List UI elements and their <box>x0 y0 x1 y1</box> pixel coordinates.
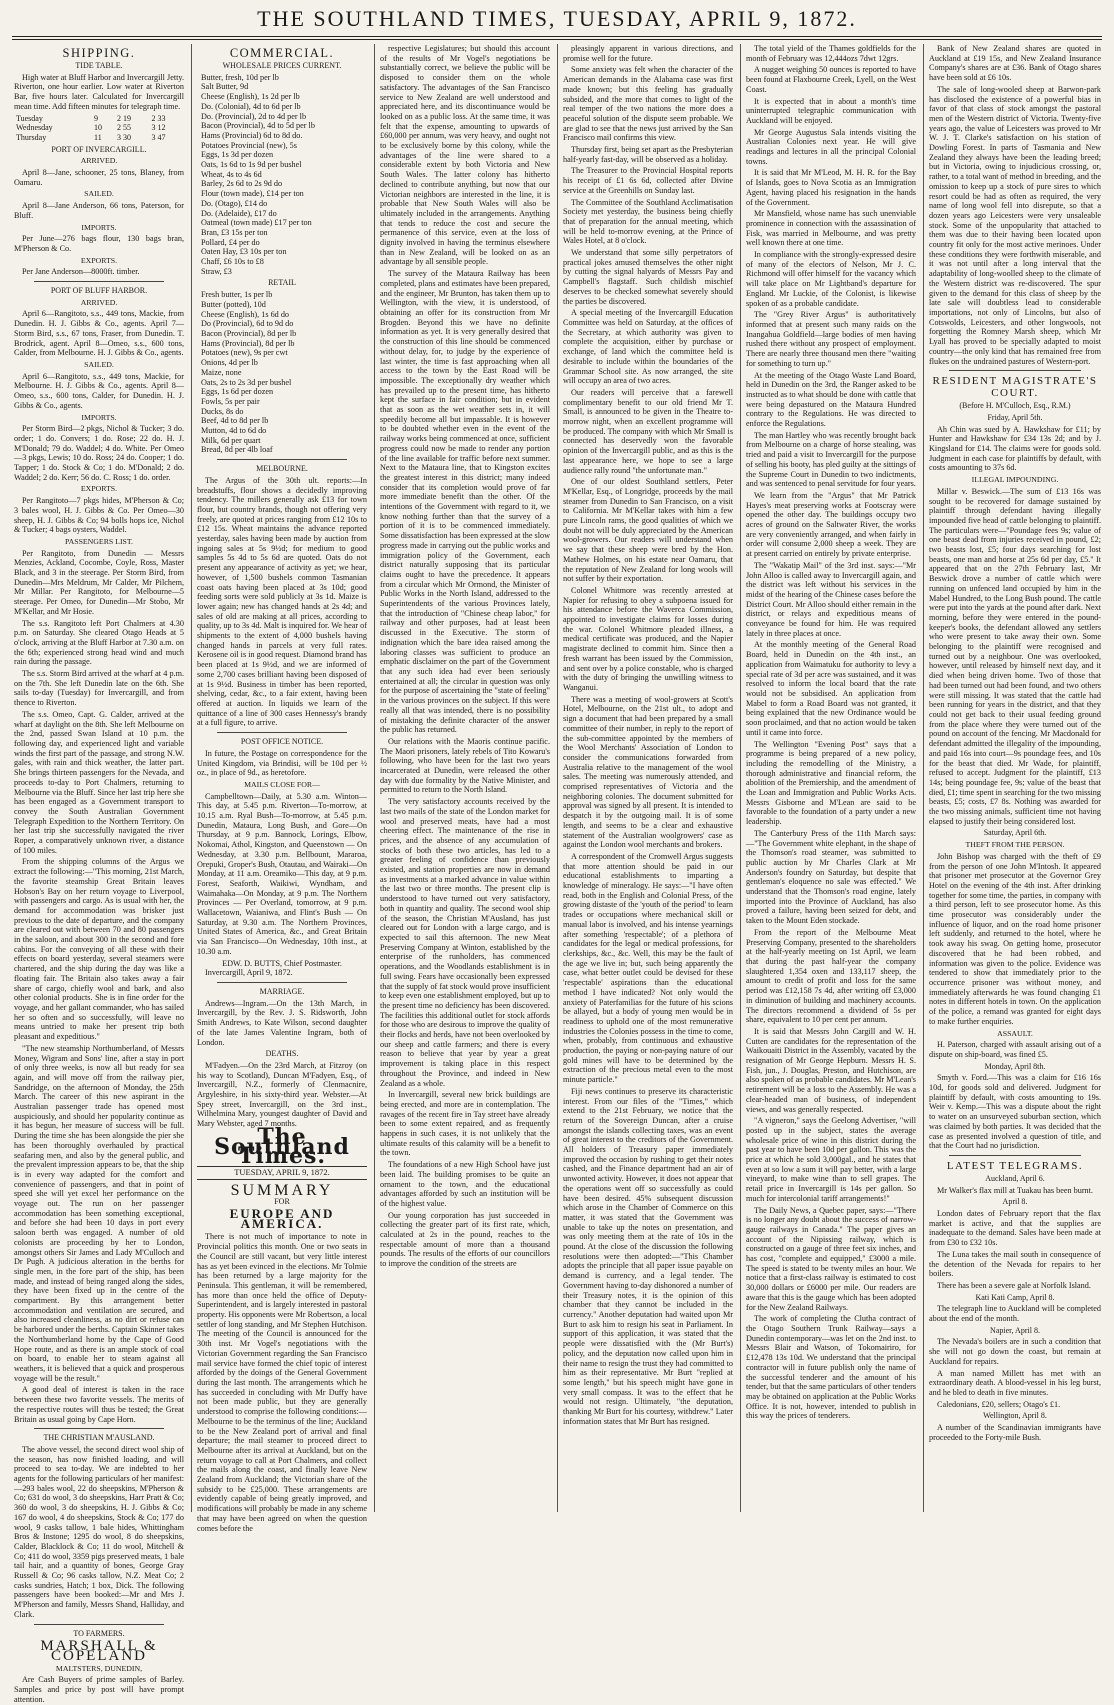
firm-sub: MALTSTERS, DUNEDIN, <box>55 1663 143 1673</box>
article-paragraph: Thursday first, being set apart as the Presbyterian half-yearly fast-day, will be observed as a holiday. <box>563 145 733 164</box>
summary-subheading: EUROPE AND AMERICA. <box>229 1206 335 1231</box>
price-line: Onions, 4d per lb <box>201 358 258 368</box>
tide-row <box>14 114 184 124</box>
tide-day: Tuesday <box>16 113 43 123</box>
price-line: Salt Butter, 9d <box>201 82 249 92</box>
court-case: H. Paterson, charged with assault arising out of a dispute on ship-board, was fined £5. <box>929 1040 1101 1059</box>
shipping-news: A good deal of interest is taken in the race between these two favorite vessels. The merits of the respective routes will thus be tested; the Great Britain as usual going by Cape Horn. <box>14 1385 184 1424</box>
price-line: Oats, 2s to 2s 3d per bushel <box>201 377 292 387</box>
paper-title: The Southland Times. <box>214 1123 350 1170</box>
article-paragraph: From the report of the Melbourne Meat Preserving Company, presented to the shareholders at the half-yearly meeting on 1st April, we learn that during the past half-year the company slaughtered 1,354 oxen and 133,117 sheep, the amount to credit of profit and loss for the same period was £12,158 7s 4d, after writing off £3,000 in diminution of building and machinery accounts. The directors recommend a dividend of 5s per share, equivalent to 10 per cent per annum. <box>746 927 916 1025</box>
tide-day: Wednesday <box>16 123 53 133</box>
article-paragraph: The Wellington "Evening Post" says that a programme is being prepared of a new policy, including the remodelling of the Ministry, a thorough administrative and financial reform, the abolition of the Premiership, and the amendment of the Loan and Immigration and Public Works Acts. Messrs Gisborne and M'Lean are said to be favorable to the foundation of a party under a new leadership. <box>746 739 916 827</box>
inv-sailed: April 8—Jane Anderson, 66 tons, Paterson, for Bluff. <box>14 201 184 220</box>
telegram-dateline: April 8. <box>1002 1197 1028 1207</box>
column-separator <box>923 44 924 1512</box>
summary-heading: SUMMARY <box>230 1181 334 1199</box>
tide-date: 11 <box>93 132 102 142</box>
farmers-heading: TO FARMERS. <box>73 1628 125 1638</box>
post-date: Invercargill, April 9, 1872. <box>205 968 293 978</box>
telegrams-heading: LATEST TELEGRAMS. <box>946 1159 1084 1172</box>
masthead-rule-2 <box>12 39 1102 40</box>
shipping-news: The s.s. Omeo, Capt. G. Calder, arrived at the wharf at daylight on the 8th. She left Melbourne on the 2nd, passed Swan Island at 10 p.m. the following day, and experienced light and variable winds the first part of the passage, and strong N.W. gales, with rain and thick weather, the latter part. She brings thirteen passengers for the Nevada, and proceeds to-day to Port Chalmers, returning to Melbourne via the Bluff. Since her last trip here she has been engaged as a Government transport to convey the South Australian Government Telegraph Expedition to the Northern Territory. On her last trip she successfully navigated the river Roper, a comparatively unknown river, a distance of 100 miles. <box>14 709 184 855</box>
article-paragraph: It is said that Messrs John Cargill and W. H. Cutten are candidates for the representation of the Waikouaiti District in the Assembly, vacated by the resignation of Mr George Hepburn. Messrs H. S. Fish, jun., J. Douglas, Preston, and Hutchison, are also spoken of as probable candidates. Mr M'Lean's retirement will be a loss to the Assembly. He was a clear-headed man of business, of independent views, and was generally respected. <box>746 1026 916 1114</box>
masthead: THE SOUTHLAND TIMES, TUESDAY, APRIL 9, 1872. <box>257 6 857 31</box>
divider <box>217 459 347 460</box>
court-case: Millar v. Beswick.—The sum of £13 16s was sought to be recovered for damage sustained by plaintiff through defendant having illegally impounded five head of cattle belonging to plaintiff. The particulars were—"Poundage fees 9s; value of one beast dead from injuries received in pound, £2; two beasts lost, £5; four days searching for lost beasts, one man and horse at 25s 6d per day, £5." It appeared that on the 27th February last, Mr Beswick drove a number of cattle which were running on unfenced land occupied by him in the Mabel Hundred, to the Long Bush pound. The cattle were put into the yards at the pound after dark. Next morning, before they were entered in the pound-keeper's books, the defendant allowed any settlers who were present to take away their own. Some belonging to the plaintiff were recognised and turned out by a neighbour. One was overlooked, however, until released by himself next day, and it died when being driven home. Two of those that had been turned out had been found, and two others were still missing. It was stated that the cattle had been running for years in the district, and that they could not get back to their usual feeding ground from the place where they were turned out of the pound on account of the fencing. Mr Macdonald for defendant admitted the illegality of the impounding, and paid 16s into court—9s poundage fees, and 10s for the beast that died. Mr Wade, for plaintiff, refused to accept. Judgment for the plaintiff, £13 14s; being poundage fee, 9s; value of the beast that died, £1; time spent in searching for the two missing beasts, £5; costs, £7 8s. Nothing was awarded for the two missing animals, sufficient time not having elapsed to justify their being considered lost. <box>929 486 1101 826</box>
article-paragraph: A nugget weighing 50 ounces is reported to have been found at Flaxbourne Creek, Lyell, on the West Coast. <box>746 65 916 94</box>
article-paragraph: The Treasurer to the Provincial Hospital reports his receipt of £1 6s 6d, collected after Divine service at the Greenhills on Sunday last. <box>563 166 733 195</box>
article-paragraph: pleasingly apparent in various directions, and promise well for the future. <box>563 44 733 63</box>
telegram-dateline: Auckland, April 6. <box>985 1173 1045 1183</box>
imports-label: IMPORTS. <box>81 222 117 232</box>
price-line: Do. (Provincial), 2d to 4d per lb <box>201 111 307 121</box>
case-heading: ASSAULT. <box>997 1028 1033 1038</box>
telegram-dateline: Kati Kati Camp, April 8. <box>975 1292 1055 1302</box>
price-line: Do. (Adelaide), £17 do <box>201 208 277 218</box>
column-separator <box>191 44 192 1512</box>
bluff-sailed: April 6—Rangitoto, s.s., 449 tons, Mackie, for Melbourne. H. J. Gibbs & Co., agents. April 8—Omeo, s.s., 600 tons, Calder, for Dunedin. H. J. Gibbs & Co., agents. <box>14 371 184 410</box>
retail-heading: RETAIL <box>268 278 296 288</box>
article-paragraph: A special meeting of the Invercargill Education Committee was held on Saturday, at the offices of the Secretary, at which authority was given to complete the acquisition, either by purchase or exchange, of land which the committee held is desirable to include within the boundaries of the Grammar School site. As now arranged, the site will occupy an area of two acres. <box>563 308 733 386</box>
wholesale-list <box>197 73 367 277</box>
tide-pm: 3 12 <box>151 123 166 133</box>
tide-note: High water at Bluff Harbor and Invercargill Jetty. Riverton, one hour earlier. Low water at Riverton Bar, five hours later. Calculated for Invercargill mean time. Add fifteen minutes for telegraph time. <box>14 72 184 111</box>
article-paragraph: There was a meeting of wool-growers at Scott's Hotel, Melbourne, on the 21st ult., to adopt and sign a document that had been prepared by a small committee of their number, in reply to the report of the sub-committee appointed by the members of the Wool Merchants' Association of London to consider the communications forwarded from Australia relative to the management of the wool sales. The meeting was numerously attended, and comprised representatives of Victoria and the neighboring colonies. The document submitted for approval was signed by all present. It is intended to despatch it by the outgoing mail. It is of some length, and seems to be a clear and exhaustive statement of the Australian woolgrowers' case as against the London wool merchants and brokers. <box>563 694 733 850</box>
column-separator <box>740 44 741 1512</box>
article-paragraph: It is said that Mr M'Leod, M. H. R. for the Bay of Islands, goes to Nova Scotia as an Immigration Agent, having placed his resignation in the hands of the Government. <box>746 168 916 207</box>
price-line: Bread, 8d per 4lb loaf <box>201 445 273 455</box>
firm-body: Are Cash Buyers of prime samples of Barley. Samples and price by post will have prompt attention. <box>14 1675 184 1704</box>
article-paragraph: Our relations with the Maoris continue pacific. The Maori prisoners, lately rebels of Tito Kowaru's following, who have been for the last two years incarcerated at Dunedin, were released the other day with due formality by the Native Minister, and permitted to return to the North Island. <box>380 736 550 795</box>
melbourne-heading: MELBOURNE. <box>256 464 308 474</box>
price-line: Eggs, 1s 3d per dozen <box>201 150 274 160</box>
price-line: Bacon (Provincial), 8d per lb <box>201 328 297 338</box>
article-paragraph: Some anxiety was felt when the character of the American demands in the Alabama case was first made known; but this feeling has gradually subsided, and the more that comes to light of the real temper of the two nations the more does a peaceful solution of the dispute seem probable. We are glad to see that the news just arrived by the San Francisco mail confirms this view. <box>563 65 733 143</box>
price-line: Oats, 1s 6d to 1s 9d per bushel <box>201 160 302 170</box>
article-paragraph: The work of completing the Clutha contract of the Otago Southern Trunk Railway—says a Dunedin contemporary—was let on the 2nd inst. to Messrs Blair and Watson, of Tokomairiro, for £12,478 13s 10d. We understand that the principal contractor will in future publish only the name of the successful tenderer and the amount of his tender, but that the same particulars of other tenders may be obtained on application at the Public Works Office. It is not, however, intended to publish in this way the prices of tenderers. <box>746 1314 916 1421</box>
article-paragraph: The Daily News, a Quebec paper, says:—"There is no longer any doubt about the success of narrow-gauge railways in Canada." The paper gives an account of the Nipissing railway, which is constructed on a gauge of three feet six inches, and has cost, "complete and equipped," £3000 a mile. The speed is stated to be twenty miles an hour. We notice that a first-class railway is estimated to cost 30,000 dollars or £6000 per mile. Our readers are aware that this is the gauge which has been adopted for the New Zealand Railways. <box>746 1205 916 1312</box>
telegram: The telegraph line to Auckland will be completed about the end of the month. <box>929 1304 1101 1324</box>
rm-court-heading: RESIDENT MAGISTRATE'S COURT. <box>932 375 1098 400</box>
telegram: Mr Walker's flax mill at Tuakau has been burnt. <box>937 1185 1093 1195</box>
court-case: Ah Chin was sued by A. Hawkshaw for £11; by Hunter and Hawkshaw for £34 13s 2d; and by J. Kingsland for £14. The claims were for goods sold. Judgment in each case for plaintiffs by default, with costs amounting to 37s 6d. <box>929 424 1101 473</box>
price-line: Butter, fresh, 10d per lb <box>201 72 279 82</box>
article-paragraph: Colonel Whitmore was recently arrested at Napier for refusing to obey a subpoena issued for his attendance before the Waverca Commission, appointed to investigate claims for losses during the war. Colonel Whitmore pleaded illness, a medical certificate was produced, and the Napier magistrate declined to commit him. Since then a fresh warrant has been issued by the Commission, and sent over by a police constable, who is charged with the duty of bringing the unwilling witness to Wanganui. <box>563 585 733 692</box>
column-4 <box>563 44 733 1514</box>
shipping-heading: SHIPPING. <box>62 46 136 60</box>
article-paragraph: We understand that some silly perpetrators of practical jokes amused themselves the other night by cutting the signal halyards of Messrs Pay and Campbell's flagstaff. Such childish mischief deserves to be checked somewhat severely should the parties be discovered. <box>563 248 733 306</box>
shipping-news: "The new steamship Northumberland, of Messrs Money, Wigram and Sons' line, after a stay in port of only three weeks, is now all but ready for sea again, and will move off from the railway pier, Sandridge, on the afternoon of Monday, the 25th March. The career of this new aspirant in the Australian passenger trade has opened most auspiciously, and should her popularity continue as it has begun, her measure of success will be full. During the time she has been alongside the pier she has been thoroughly overhauled by practical seafaring men, and also by the general public, and the prevalent impression appears to be, that the ship is in every way adapted for the comfort and convenience of passengers, and that in point of speed she will yet excel her performance on the voyage out. The run on her passenger accommodation has been something exceptional, and before she had been 10 days in port every saloon berth was engaged. A number of old colonists are proceeding by her to London, amongst others Sir James and Lady M'Culloch and Dr Pugh. A judicious alteration in the berths for single men, in the fore part of the ship, has been made, and instead of being ranged along the sides, they have been fixed up in the centre of the compartment. By this arrangement better accommodation and ventilation are secured, and also increased cleanliness, as no dirt or refuse can be harbored under the berths. Captain Skinner takes the Northumberland home by the Cape of Good Hope route, and as there is an ample stock of coal on board, to enable her to steam against all weathers, it is believed that a quick and prosperous voyage will be the result." <box>14 1043 184 1383</box>
date-bar: TUESDAY, APRIL 9, 1872. <box>197 1166 367 1180</box>
article-paragraph: The total yield of the Thames goldfields for the month of February was 12,444ozs 7dwt 12grs. <box>746 44 916 63</box>
christian-heading: THE CHRISTIAN M'AUSLAND. <box>43 1433 155 1443</box>
article-paragraph: The "Grey River Argus" is authoritatively informed that at present such many raids on the Inangahua Goldfield—large bodies of men having rushed there without any prospect of employment. There are nearly three thousand men there "waiting for something to turn up." <box>746 310 916 368</box>
tide-date: 10 <box>93 123 102 133</box>
day-label: Monday, April 8th. <box>984 1061 1046 1071</box>
port-invercargill-heading: PORT OF INVERCARGILL. <box>51 144 147 154</box>
article-paragraph: Mr Mansfield, whose name has such unenviable prominence in connection with the assassination of Fisk, was married in Melbourne, and was pretty well known there at one time. <box>746 209 916 248</box>
column-1 <box>14 44 184 1704</box>
price-line: Flour (town made), £14 per ton <box>201 189 304 199</box>
shipping-news: From the shipping columns of the Argus we extract the following:—"This morning, 21st March, the favorite steamship Great Britain leaves Hobson's Bay on her return voyage to Liverpool, with passengers and cargo. As is usual with her, the demand for accommodation was brisker just previous to the date of departure, and the company are cleared out with between 70 and 80 passengers in the saloon, and about 300 in the second and fore cabins. For the conveying of all these with their effects on board yesterday, several steamers were chartered, and the ship during the day was like a floating fair. The Britain also takes away a fair share of cargo, chiefly wool and bark, and also other colonial products. She is in fine order for the voyage, and her gallant commander, who has sailed her so often and so successfully, will leave no means untried to make her present trip both pleasant and expeditious." <box>14 857 184 1042</box>
telegram: There has been a severe gale at Norfolk Island. <box>937 1280 1091 1290</box>
price-line: Cheese (English), 1s 2d per lb <box>201 92 300 102</box>
article-paragraph: A correspondent of the Cromwell Argus suggests that more attention should be paid in our educational establishments to imparting a knowledge of mineralogy. He says:—"I have often read, both in the English and Colonial Press, of the growing distaste of the 'youth of the period' to learn trades or occupations where mechanical skill or manual labor is involved, and his intense yearnings after something 'respectable'; of a plethora of candidates for the legal or medical professions, for clerkships, &c., &c. Well, this may be the fault of the age we live in; but, such being apparently the case, what better outlet could be devised for these 'respectable' aspirations than the educational method I have indicated? Not only would the anxiety of Paterfamilias for the future of his scions be allayed, but a body of young men would be in readiness to uphold one of the most remunerative industries the Colonies possess in the time to come, when, probably, from continuous and exhaustive production, the paying or non-paying nature of our gold mines will have to be determined by the extraction of the precious metal even to the most minute particle." <box>563 851 733 1085</box>
divider <box>949 370 1081 371</box>
article-paragraph: respective Legislatures; but should this account of the results of Mr Vogel's negotiations be substantially correct, we believe the public will be disposed to consider them on the whole satisfactory. The advantages of the San Francisco service to New Zealand are well understood and appreciated here, and its discontinuance would be looked on as a public loss. At the same time, it was felt that the expense, amounting to upwards of £60,000 per annum, was very heavy, and ought not to be exclusively borne by this colony, while the advantages of the line were shared to a considerable extent by both Victoria and New South Wales. The latter colony has hitherto declined to contribute anything, but now that our Victorian neighbors are interested in the line, it is probable that New South Wales will also be ultimately included in the arrangements. Anything that tends to reduce the cost and secure the permanence of this service, even at the loss of dignity involved in having the terminus elsewhere than in New Zealand, will be looked on as an advantage by all sensible people. <box>380 44 550 267</box>
deaths-heading: DEATHS. <box>265 1049 299 1059</box>
firm-name: MARSHALL & COPELAND <box>40 1638 158 1664</box>
post-office-heading: POST OFFICE NOTICE. <box>240 737 324 747</box>
tide-row <box>14 133 184 143</box>
case-heading: THEFT FROM THE PERSON. <box>965 840 1065 850</box>
article-paragraph: Mr George Augustus Sala intends visiting the Australian Colonies next year. He will give readings and lectures in all the principal Colonial towns. <box>746 127 916 166</box>
case-heading: ILLEGAL IMPOUNDING. <box>971 475 1059 485</box>
bluff-exports: Per Rangitoto—7 pkgs hides, M'Pherson & Co; 3 bales wool, H. J. Gibbs & Co. Per Omeo—30 sheep, H. J. Gibbs & Co; 94 bolls hops ice, Nichol & Tucker; 4 bags oysters, Waddel. <box>14 496 184 535</box>
inv-exports: Per Jane Anderson—8000ft. timber. <box>22 267 140 277</box>
summary-body: There is not much of importance to note in Provincial politics this month. One or two seats in the Council are still vacant, but very little interest has as yet been evinced in the elections. Mr Tolmie has been returned by a large majority for the Peninsula. This gentleman, it will be remembered, has more than once held the office of Deputy-Superintendent, and is largely interested in pastoral property. His opponents were Mr Robertson, a local settler of long standing, and Mr Stephen Hutchison. The meeting of the Council is announced for the 30th inst. Mr Vogel's negotiations with the Victorian Government regarding the San Francisco mail service have formed the chief topic of interest afforded by the doings of the General Government during the last month. The arrangements which he has succeeded in concluding with Mr Duffy have not been made public, but they are generally understood to comprise the following conditions:—Melbourne to be the terminus of the line; Auckland to be the New Zealand port of arrival and final departure; the mail steamer to proceed direct to Melbourne after its arrival at Auckland, but on the return voyage to call at Port Chalmers, and collect the mails along the coast, and finally leave New Zealand from Auckland; the Victorian share of the subsidy to be £25,000. These arrangements are evidently capable of being greatly improved, and modifications will probably be made in any scheme that may have been agreed on when the question comes before the <box>197 1232 367 1533</box>
article-paragraph: The "Wakatip Mail" of the 3rd inst. says:—"Mr John Alloo is called away to Invercargill again, and the district was left without his services in the midst of the hearing of the Chinese cases before the District Court. Mr Alloo should either remain in the district, or relays and expeditious means of conveyance be found for him. He was required lately in three places at once. <box>746 560 916 638</box>
marriage-heading: MARRIAGE. <box>259 986 305 996</box>
article-paragraph: The man Hartley who was recently brought back from Melbourne on a charge of horse stealing, was tried and paid a visit to Invercargill for the purpose of selling his booty, has pled guilty at the sittings of the Supreme Court in Dunedin to two indictments, and was sentenced to penal servitude for four years. <box>746 430 916 489</box>
telegram: The Nevada's boilers are in such a condition that she will not go down the coast, but remain at Auckland for repairs. <box>929 1337 1101 1366</box>
tide-am: 3 30 <box>116 132 131 142</box>
arrived-label: ARRIVED. <box>80 156 118 166</box>
passengers-label: PASSENGERS LIST. <box>64 536 134 546</box>
shipping-news: The s.s. Rangitoto left Port Chalmers at 4.30 p.m. on Saturday. She cleared Otago Heads at 5 o'clock, arriving at the Bluff Harbor at 7.30 a.m. on the 6th; experienced strong head wind and much rain during the passage. <box>14 618 184 667</box>
price-line: Cheese (English), 1s 6d do <box>201 309 290 319</box>
arrived-label: ARRIVED. <box>80 297 118 307</box>
masthead-rule <box>12 36 1102 37</box>
price-line: Ducks, 8s do <box>201 406 244 416</box>
price-line: Chaff, £6 10s to £8 <box>201 257 264 267</box>
summary-for: FOR <box>274 1197 290 1207</box>
price-line: Butter (potted), 10d <box>201 299 266 309</box>
mails-body: Campbelltown—Daily, at 5.30 a.m. Winton—This day, at 5.45 p.m. Riverton—To-morrow, at 10.15 a.m. Ryal Bush—To-morrow, at 5.45 p.m. Dunedin, Mataura, Long Bush, and Gore—On Thursday, at 9 p.m. Bannock, Lorings, Elbow, Nokomai, Athol, Kingston, and Queenstown — On Wednesday, at 3.30 p.m. Bellbount, Mararoa, Orepuki, Groper's Bush, Otautau, and Wairaki—On Monday, at 11 a.m. Oreamiko—This day, at 9 p.m. Forest, Seaforth, Waikiwi, Wyndham, and Waimahaka—On Monday, at 9 p.m. The Northern Provinces — Per Overland, tomorrow, at 9 p.m. Wallacetown, Waianiwa, and Flint's Bush — On Saturday, at 9.30 a.m. The Northern Provinces, United States of America, &c., and Great Britain via San Francisco—On Wednesday, 10th inst., at 10.30 a.m. <box>197 791 367 956</box>
wholesale-heading: WHOLESALE PRICES CURRENT. <box>222 61 342 70</box>
rm-court-subheading: (Before H. M'Culloch, Esq., R.M.) <box>959 401 1071 411</box>
article-paragraph: In compliance with the strongly-expressed desire of many of the electors of Nelson, Mr J. C. Richmond will offer himself for the vacancy which will take place on Mr Lightband's departure for England. Mr Luckie, of the Colonist, is likewise spoken of as a probable candidate. <box>746 250 916 308</box>
article-paragraph: At the monthly meeting of the General Road Board, held in Dunedin on the 4th inst., an application from Waimatuku for authority to levy a special rate of 3d per acre was sustained, and it was resolved to inform the local board that the rate would not be subsidised. An application from Mabel to form a Road Board was not granted, it being explained that the new Ordinance would be soon proclaimed, and that no action would be taken until it came into force. <box>746 640 916 737</box>
column-separator <box>557 44 558 1512</box>
column-separator <box>374 44 375 1512</box>
day-label: Friday, April 5th. <box>987 412 1043 422</box>
article-paragraph: The foundations of a new High School have just been laid. The building promises to be quite an ornament to the town, and the educational advantages afforded by such an institution will be of the highest value. <box>380 1160 550 1208</box>
tide-pm: 3 47 <box>151 132 166 142</box>
tide-day: Thursday <box>16 132 47 142</box>
article-paragraph: The Canterbury Press of the 11th March says:—"The Government white elephant, in the shape of the Thomson's road steamer, was submitted to public auction by Mr Charles Clark at Mr Anderson's foundry on Saturday, but despite that gentleman's eloquence no sale was effected." We understand that the Thomson's road engine, lately imported into the Province of Auckland, has also proved a failure, having been seized for debt, and taken to the Mount Eden stockade. <box>746 828 916 926</box>
price-line: Potatoes Provincial (new), 5s <box>201 140 297 150</box>
article-paragraph: Fiji news continues to preserve its characteristic interest. From our files of the "Times," which extend to the 21st February, we notice that the return of the Sovereign Duncan, after a cruise amongst the islands collecting taxes, was an event of great interest to the creditors of the Government. All holders of Treasury paper immediately improved the occasion by rushing to get their notes cashed, and the Finance department had an air of unwonted activity. However, it does not appear that the operations went off so successfully as could have been desired. 45% subsequent discussion which arose in the Chamber of Commerce on this matter, it was stated that the Government was unable to take up the notes on presentation, and was only meeting them at the rate of 10s in the pound. At the close of the discussion the following resolutions were then adopted:—"This Chamber adopts the principle that all paper issue payable on demand is currency, and a legal tender. The Government having to-day dishonored a number of their Treasury notes, it is the opinion of this chamber that they cannot be included in the currency." Another deputation had waited upon Mr Burt to ask him to resign his seat in Parliament. In support of this application, it was stated that the people were dissatisfied with the (Mr Burt's) policy, and the deputation now called upon him in their name to resign the trust they had committed to him as their representative. Mr Burt "replied at some length," but his speech might have gone in very small compass. It was to the effect that he would not resign. Ultimately, "the deputation, thanking Mr Burt for his courtesy, withdrew." Later information states that Mr Burt has resigned. <box>563 1086 733 1426</box>
article-paragraph: The very satisfactory accounts received by the last two mails of the state of the London market for wool and preserved meats, have had a most cheering effect. The maintenance of the rise in prices, and the absence of any accumulation of stocks of both these two articles, has led to a greater feeling of confidence than previously existed, and station properties are now in demand as investments at a marked advance in value within the last two or three months. The present clip is understood to have turned out very satisfactory, both in quantity and quality. The second wool ship of the season, the Christian M'Ausland, has just cleared out for London with a large cargo, and is expected to sail this afternoon. The new Meat Preserving Company at Winton, established by the enterprise of the runholders, has commenced operations, and the Woodlands establishment is in full swing. Fears have occasionally been expressed that the supply of fat stock would prove insufficient to keep even one establishment employed, but up to the present time no deficiency has been discovered. The facilities this additional outlet for stock affords for those who are desirous to improve the quality of their flocks and herds, have not been overlooked by our sheep and cattle farmers; and there is every reason to believe that year by year a great improvement is taking place in this respect throughout the Province, and indeed in New Zealand as a whole. <box>380 797 550 1088</box>
article-paragraph: It is expected that in about a month's time uninterrupted telegraphic communication with Auckland will be enjoyed. <box>746 96 916 125</box>
article-paragraph: At the meeting of the Otago Waste Land Board, held in Dunedin on the 3rd, the Ranger asked to be instructed as to what should be done with cattle that were being depastured on the Mataura Hundred contrary to the Regulations. He was directed to enforce the Regulations. <box>746 370 916 429</box>
deaths-body: M'Fadyen.—On the 23rd March, at Fitzroy (on his way to Scotland), Duncan M'Fadyen, Esq., of Invercargill, N.Z., formerly of Clenmacnire, Argyleshire, in his sixty-third year. Webster.—At Spey street, Invercargill, on the 3rd inst., Wilhelmina Mary, youngest daughter of David and Mary Webster, aged 7 months. <box>197 1060 367 1129</box>
price-line: Barley, 2s 6d to 2s 9d do <box>201 179 283 189</box>
price-line: Eggs, 1s 6d per dozen <box>201 387 274 397</box>
court-case: John Bishop was charged with the theft of £9 from the person of one John M'Intosh. It appeared that prisoner met prosecutor at the Governor Grey Hotel on the evening of the 4th inst. After drinking together for some time, the parties, in company with a third person, left to see prosecutor home. As this time prosecutor was considerably under the influence of liquor, and on the road home prisoner left suddenly, and returned to the hotel, where he took away his swag. On getting home, prosecutor discovered that he had been robbed, and information was given to the police. Evidence was tendered to show that immediately prior to the occurrence prisoner was without money, and immediately afterwards he was found changing £1 notes in different hotels in town. On the application of the police, a remand was granted for eight days to make further enquiries. <box>929 851 1101 1026</box>
marriage-body: Andrews—Ingram.—On the 13th March, in Invercargill, by the Rev. J. S. Ridsworth, John Smith Andrews, to Kate Wilson, second daughter of the late James Valentine Ingram, both of London. <box>197 998 367 1047</box>
mails-close-label: MAILS CLOSE FOR— <box>244 779 320 789</box>
sailed-label: SAILED. <box>84 359 114 369</box>
retail-list <box>197 290 367 455</box>
column-6 <box>929 44 1101 1514</box>
price-line: Oaten Hay, £3 10s per ton <box>201 247 287 257</box>
inv-arrived: April 8—Jane, schooner, 25 tons, Blaney, from Oamaru. <box>14 168 184 187</box>
tide-am: 2 55 <box>116 123 131 133</box>
price-line: Hams (Provincial) 6d to 8d do. <box>201 130 303 140</box>
price-line: Oatmeal (town made) £17 per ton <box>201 218 312 228</box>
port-bluff-heading: PORT OF BLUFF HARBOR. <box>50 286 148 296</box>
price-line: Do (Provincial), 6d to 9d do <box>201 319 294 329</box>
price-line: Do. (Colonial), 4d to 6d per lb <box>201 101 301 111</box>
telegram: Caledonians, £20, sellers; Otago's £1. <box>937 1399 1061 1409</box>
column-5 <box>746 44 916 1514</box>
divider <box>34 1428 164 1429</box>
divider <box>217 732 347 733</box>
telegram-dateline: Napier, April 8. <box>990 1325 1040 1335</box>
price-line: Beef, 4d to 8d per lb <box>201 416 269 426</box>
price-line: Hams (Provincial), 8d per lb <box>201 338 295 348</box>
commercial-heading: COMMERCIAL. <box>229 46 335 60</box>
article-paragraph: The Committee of the Southland Acclimatisation Society met yesterday, the business being chiefly that of preparation for the annual meeting, which will be held to-morrow evening, at the Prince of Wales Hotel, at 8 o'clock. <box>563 197 733 246</box>
price-line: Pollard, £4 per do <box>201 237 260 247</box>
price-line: Maize, none <box>201 367 242 377</box>
tide-table <box>14 114 184 143</box>
telegram-dateline: Wellington, April 8. <box>983 1411 1047 1421</box>
article-paragraph: One of our oldest Southland settlers, Peter M'Kellar, Esq., of Longridge, proceeds by the mail steamer from Dunedin to San Francisco, on a visit to California. Mr M'Kellar takes with him a few pure Lincoln rams, the good qualities of which we doubt not will be duly appreciated by the American wool-growers. Our readers will understand when we say that these sheep were bred by the Hon. Mathew Holmes, on his estate near Oamaru, that the reputation of New Zealand for long wools will not suffer by their exportation. <box>563 477 733 584</box>
melbourne-body: The Argus of the 30th ult. reports:—In breadstuffs, flour shows a decidedly improving tendency. The millers generally ask £13 for town flour, but country brands, though not offering very freely, are quoted at prices ranging from £12 10s to £12 15s. Wheat maintains the advance reported yesterday, sales having been made by auction from ingoing sales at 5s 9½d; for medium to good samples 5s 4d to 5s 6d are quoted. Oats do not present any appearance of activity as yet; we hear, however, of 1,500 bushels common Tasmanian coast oats having been placed at 3s 10d; good feeding sorts were sold publicly at 3s 1d. Maize is lower again; new has changed hands at 2s 4d; and sales of old are making at all prices, according to quality, up to 3s 4d. Malt is inquired for. We hear of shipments to the extent of 4,000 bushels having changed hands in parcels at very full rates. Kerosene oil is in good request. Diamond brand has been placed at 1s 9½d, and we are informed of some 2,700 cases brilliant having been disposed of at 1s 9½d. Business in timber has been reported, shelving, cedar, &c., to a fair extent, having been offered at auction. In liquids we learn of the quittance of a line of 300 cases Hennessy's brandy at a full figure, to arrive. <box>197 475 367 728</box>
price-line: Milk, 6d per quart <box>201 435 261 445</box>
article-paragraph: In Invercargill, several new brick buildings are being erected, and more are in contemplation. The ravages of the recent fire in Tay street have already been to some extent repaired, and as frequently happens in such cases, it is not unlikely that the ultimate results of this calamity will be a benefit to the town. <box>380 1090 550 1158</box>
divider <box>34 1624 164 1625</box>
article-paragraph: Our readers will perceive that a farewell complimentary benefit to our old friend Mr T. Small, is announced to be given in the Theatre to-morrow night, when an excellent programme will be produced. The company with which Mr Small is connected has deservedly won the favorable opinion of the Invercargill public, and as this is the last appearance here, we hope to see a large audience rally round "the unfortunate man." <box>563 387 733 475</box>
price-line: Bran, £3 15s per ton <box>201 227 268 237</box>
article-paragraph: Our young corporation has just succeeded in collecting the greater part of its first rate, which, calculated at 2s in the pound, reaches to the respectable amount of more than a thousand pounds. The results of the efforts of our councillors to improve the condition of the streets are <box>380 1210 550 1269</box>
post-signature: EDW. D. BUTTS, Chief Postmaster. <box>222 958 342 968</box>
article-paragraph: The survey of the Mataura Railway has been completed, plans and estimates have been prepared, and the engineer, Mr Brunton, has taken them up to Wellington, with the view, it is understood, of obtaining an offer for its construction from Mr Brogden. Beyond this we have no definite information as yet. It is very generally desired that the construction of this line should be commenced without delay, for, to judge by the experience of last winter, the time is fast approaching when all access to the town by the East Road will be impossible. The exceptionally dry weather which has prevailed up to the present time, has hitherto kept the surface in fair condition; but in evident that as soon as the wet weather sets in, it will speedily become all but impassable. It is however to be doubted whether even in the event of the railway works being commenced at once, sufficient progress could now be made to render any portion of the line available for traffic before next summer. Next to the Mataura line, that to Kingston excites the greatest interest in this district; many indeed consider that its completion would prove of far more immediate benefit than the other. Of the intentions of the Government with regard to it, we know nothing further than that the survey of a portion of it is to be commenced immediately. Some dissatisfaction has been expressed at the slow progress made in carrying out the public works and immigration policy of the Government, each district naturally supposing that its particular claims ought to have the precedence. It appears from a circular which Mr Ormond, the Minister of Public Works in the North Island, addressed to the Superintendents of the various Provinces lately, that the introduction of "Chinese cheap labor," for railway and other purposes, had at least been discussed in the Executive. The storm of indignation which the bare idea raised among the laboring classes was sufficient to produce an emphatic disclaimer on the part of the Government that any such idea had ever been seriously entertained at all; the circular in question was only for the purpose of ascertaining the "state of feeling" in the various provinces on the subject. If this were really all that was intended, there is no possibility of mistaking the definite character of the answer the public has returned. <box>380 269 550 735</box>
bluff-passengers: Per Rangitoto, from Dunedin — Messrs Menzies, Ackland, Cocombe, Coyle, Ross, Master Black, and 3 in the steerage. Per Storm Bird, from Dunedin—Mrs Meldrum, Mr Calder, Mr Pilchem, Mr Millar. Per Rangitoto, for Melbourne—5 steerage. Per Omeo, for Dunedin—Mr Stobo, Mr M'Kellar, and Mr Hosie. <box>14 548 184 616</box>
exports-label: EXPORTS. <box>80 484 118 494</box>
column-2 <box>197 44 367 1533</box>
tide-pm: 2 33 <box>151 113 166 123</box>
price-line: Bacon (Provincial), 4d to 5d per lb <box>201 121 315 131</box>
divider <box>34 281 164 282</box>
bluff-arrived: April 6—Rangitoto, s.s., 449 tons, Mackie, from Dunedin. H. J. Gibbs & Co., agents. April 7—Storm Bird, s.s., 67 tons, Fraser, from Dunedin. T. Brodrick, agent. April 8—Omeo, s.s., 600 tons, Calder, from Melbourne. H. J. Gibbs & Co., agents. <box>14 309 184 358</box>
article-paragraph: We learn from the "Argus" that Mr Patrick Hayes's meat preserving works at Footscray were opened the other day. The buildings occupy two acres of ground on the Saltwater River, the works are very conveniently arranged, and when fairly in order will consume 2,000 sheep a week. They are at present carried on entirely by private enterprise. <box>746 490 916 559</box>
price-line: Mutton, 4d to 6d do <box>201 426 267 436</box>
price-line: Fowls, 5s per pair <box>201 396 260 406</box>
telegram: A number of the Scandinavian immigrants have proceeded to the Forty-mile Bush. <box>929 1423 1101 1442</box>
divider <box>949 1155 1081 1156</box>
price-line: Straw, £3 <box>201 266 232 276</box>
article-paragraph: Bank of New Zealand shares are quoted in Auckland at £19 15s, and New Zealand Insurance Company's shares are at £36. Bank of Otago shares have been sold at £6 10s. <box>929 44 1101 83</box>
column-3 <box>380 44 550 1514</box>
article-paragraph: "A vigneron," says the Geelong Advertiser, "will posted up in the subject, states the average wholesale price of wine in this district during the past year to have been 10d per gallon. This was the price at which he sold 3,000gal., and he states that even at so low a sum it will pay better, with a large vineyard, to make wine than to sell grapes. The retail price in Invercargill is 14s per gallon. So much for intercolonial tariff arrangements!" <box>746 1116 916 1203</box>
price-line: Wheat, 4s to 4s 6d <box>201 169 262 179</box>
tide-row <box>14 123 184 133</box>
price-line: Fresh butter, 1s per lb <box>201 290 273 300</box>
tide-table-heading: TIDE TABLE. <box>75 61 123 70</box>
telegram: A man named Millett has met with an extraordinary death. A blood-vessel in his leg burst, and he bled to death in five minutes. <box>929 1368 1101 1397</box>
inv-imports: Per June—276 bags flour, 130 bags bran, M'Pherson & Co. <box>14 234 184 253</box>
imports-label: IMPORTS. <box>81 412 117 422</box>
divider <box>217 982 347 983</box>
price-line: Do. (Otago), £14 do <box>201 198 268 208</box>
tide-date: 9 <box>93 113 98 123</box>
price-line: Potatoes (new), 9s per cwt <box>201 348 288 358</box>
court-case: Smyth v. Ford.—This was a claim for £16 16s 10d, for goods sold and delivered. Judgment for plaintiff by default, with costs amounting to 19s. Weir v. Kemp.—This was a dispute about the right to water on an unsurveyed suburban section, which was claimed by both parties. It was decided that the case as presented involved a question of title, and that the Court had no jurisdiction. <box>929 1073 1101 1151</box>
bluff-imports: Per Storm Bird—2 pkgs, Nichol & Tucker; 3 do. order; 1 do. Convers; 1 do. Rose; 22 do. H. J. M'Donald; 79 do. Waddel; 4 do. White. Per Omeo—3 pkgs, Lewis; 10 do. Ross; 24 do. Cooper; 1 do. Tapper; 1 do. Stock & Co; 1 do. M'Donald; 2 do. Waddel; 2 do. Kerr; 56 do. C. Ross; 1 do. order. <box>14 424 184 482</box>
exports-label: EXPORTS. <box>80 255 118 265</box>
tide-am: 2 19 <box>116 113 131 123</box>
telegram: London dates of February report that the flax market is active, and that the supplies are inadequate to the demand. Sales have been made at from £30 to £32 10s. <box>929 1209 1101 1248</box>
telegram: The Luna takes the mail south in consequence of the detention of the Nevada for repairs to her boilers. <box>929 1249 1101 1279</box>
christian-body: The above vessel, the second direct wool ship of the season, has now finished loading, and will proceed to sea to-day. We are indebted to her agents for the following particulars of her manifest:—293 bales wool, 22 do sheepskins, M'Pherson & Co; 631 do wool, 3 do sheepskins, Harr Pratt & Co; 360 do wool, 3 do sheepskins, H. J. Gibbs & Co; 167 do wool, 4 do sheepskins, Stock & Co; 177 do wool, 9 casks tallow, 1 bale hides, Whittingham Bros & Instone; 1295 do wool, 8 do sheepskins, Calder, Blacklock & Co; 11 do wool, Mitchell & Co; 411 do wool, 3359 pigs preserved meats, 1 bale tail hair, and a quantity of bones, George Gray Russell & Co; 96 casks tallow, N.Z. Meat Co; 2 casks sundries, Hatch; 1 box, Dick. The following passengers have been booked:—Mr and Mrs J. M'Pherson and family, Messrs Shand, Halliday, and Clark. <box>14 1444 184 1619</box>
article-paragraph: The sale of long-wooled sheep at Barwon-park has disclosed the existence of a powerful bias in favor of that class of stock amongst the pastoral men of the Western district of Victoria. Twenty-five years ago, the value of Leicesters was proved to Mr W. J. T. Clarke's satisfaction on his station of Dowling Forest. In parts of Tasmania and New Zealand they always have been the leading breed; but in Victoria, owing to injudicious crossing, or, rather, to a total want of method in breeding, and the omission to keep up a stock of pure sires to which resort could be had as often as required, the very name of long wool fell into disrepute, so that a dozen years ago Leicesters were very unsaleable stock. Some of the unpopularity that attached to them was due to their having been located upon country fit only for the most active merinoes. Under these conditions they were forthwith miserable, and it was not until after a long interval that the adaptability of long-woolled sheep to the climate of the Western district was re-discovered. The spur given to the demand for this class of sheep by the late sale will doubtless lead to considerable importations, not only of Lincolns, but also of Cotswolds, Leicesters, and other longwools, not forgetting the Romney Marsh sheep, which Mr Lyall has proved to be specially adapted to moist country—the only kind that has remained free from flukes on the undrained pastures of Western-port. <box>929 84 1102 366</box>
shipping-news: The s.s. Storm Bird arrived at the wharf at 4 p.m. on the 7th. She left Dunedin late on the 6th. She sails to-day (Tuesday) for Invercargill, and from thence to Riverton. <box>14 669 184 708</box>
day-label: Saturday, April 6th. <box>983 828 1047 838</box>
post-intro: In future, the Postage on correspondence for the United Kingdom, via Brindisi, will be 10d per ½ oz., in place of 9d., as heretofore. <box>197 748 367 778</box>
sailed-label: SAILED. <box>84 189 114 199</box>
